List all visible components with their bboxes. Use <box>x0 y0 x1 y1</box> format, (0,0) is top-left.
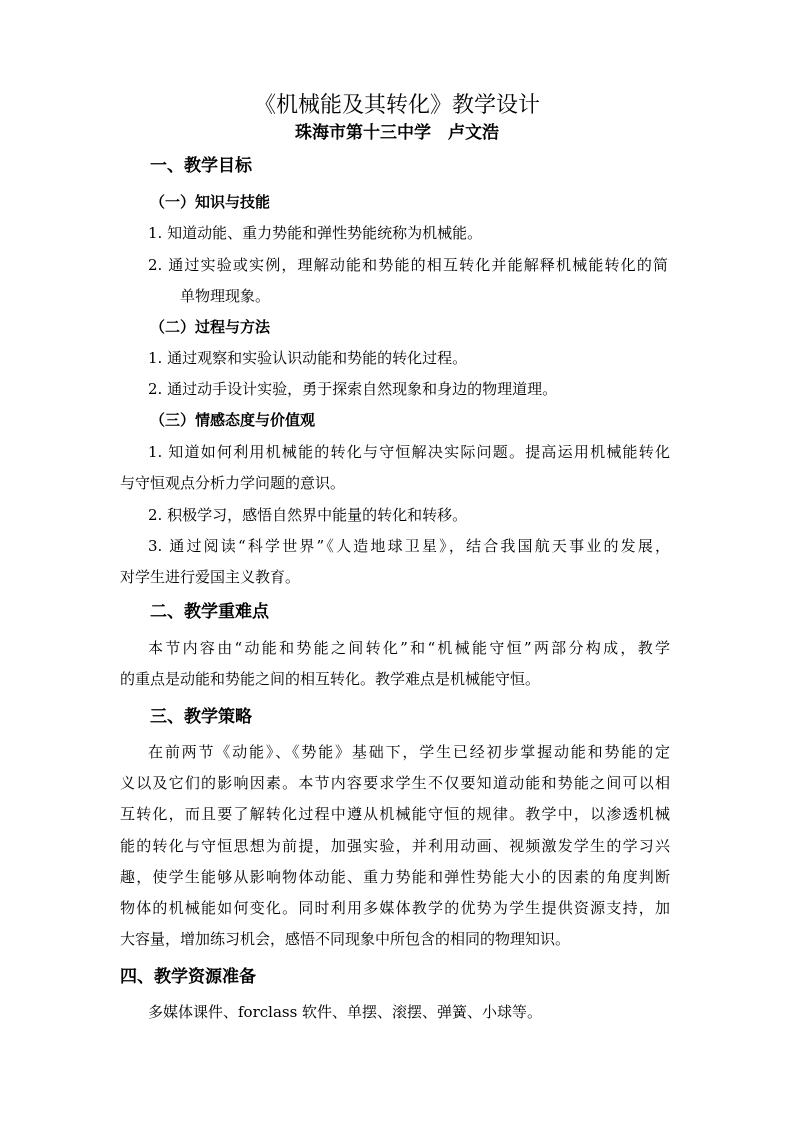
list-item-continuation: 对学生进行爱国主义教育。 <box>120 568 301 586</box>
list-item: 2. 通过动手设计实验，勇于探索自然现象和身边的物理道理。 <box>148 380 558 398</box>
subheading-process-methods: （二）过程与方法 <box>150 318 271 336</box>
list-item: 1. 通过观察和实验认识动能和势能的转化过程。 <box>148 349 468 367</box>
paragraph-line: 互转化，而且要了解转化过程中遵从机械能守恒的规律。教学中，以渗透机械 <box>120 805 670 823</box>
subheading-attitude-values: （三）情感态度与价值观 <box>150 411 316 429</box>
section-heading-strategy: 三、教学策略 <box>150 707 252 727</box>
list-item-continuation: 与守恒观点分析力学问题的意识。 <box>120 474 346 492</box>
section-heading-key-points: 二、教学重难点 <box>150 602 269 622</box>
list-item: 2. 通过实验或实例，理解动能和势能的相互转化并能解释机械能转化的简 <box>148 256 668 274</box>
subheading-knowledge-skills: （一）知识与技能 <box>150 193 271 211</box>
section-heading-resources: 四、教学资源准备 <box>120 967 256 987</box>
list-item: 1. 知道如何利用机械能的转化与守恒解决实际问题。提高运用机械能转化 <box>148 443 670 461</box>
section-heading-objectives: 一、教学目标 <box>150 156 252 176</box>
paragraph-line: 大容量，增加练习机会，感悟不同现象中所包含的相同的物理知识。 <box>120 930 571 948</box>
paragraph-line: 趣，使学生能够从影响物体动能、重力势能和弹性势能大小的因素的角度判断 <box>120 868 670 886</box>
paragraph-line: 的重点是动能和势能之间的相互转化。教学难点是机械能守恒。 <box>120 670 541 688</box>
paragraph-line: 能的转化与守恒思想为前提，加强实验，并利用动画、视频激发学生的学习兴 <box>120 837 670 855</box>
list-item: 1. 知道动能、重力势能和弹性势能统称为机械能。 <box>148 224 483 242</box>
paragraph-line: 多媒体课件、forclass 软件、单摆、滚摆、弹簧、小球等。 <box>148 1003 543 1021</box>
document-title: 《机械能及其转化》教学设计 <box>253 93 540 118</box>
list-item: 2. 积极学习，感悟自然界中能量的转化和转移。 <box>148 506 468 524</box>
paragraph-line: 本节内容由“动能和势能之间转化”和“机械能守恒”两部分构成，教学 <box>148 639 670 657</box>
list-item-continuation: 单物理现象。 <box>180 287 271 305</box>
document-author: 珠海市第十三中学 卢文浩 <box>295 123 499 143</box>
paragraph-line: 在前两节《动能》、《势能》基础下，学生已经初步掌握动能和势能的定 <box>148 743 670 761</box>
paragraph-line: 物体的机械能如何变化。同时利用多媒体教学的优势为学生提供资源支持，加 <box>120 899 670 917</box>
list-item: 3. 通过阅读“科学世界”《人造地球卫星》，结合我国航天事业的发展， <box>148 537 670 555</box>
paragraph-line: 义以及它们的影响因素。本节内容要求学生不仅要知道动能和势能之间可以相 <box>120 774 670 792</box>
